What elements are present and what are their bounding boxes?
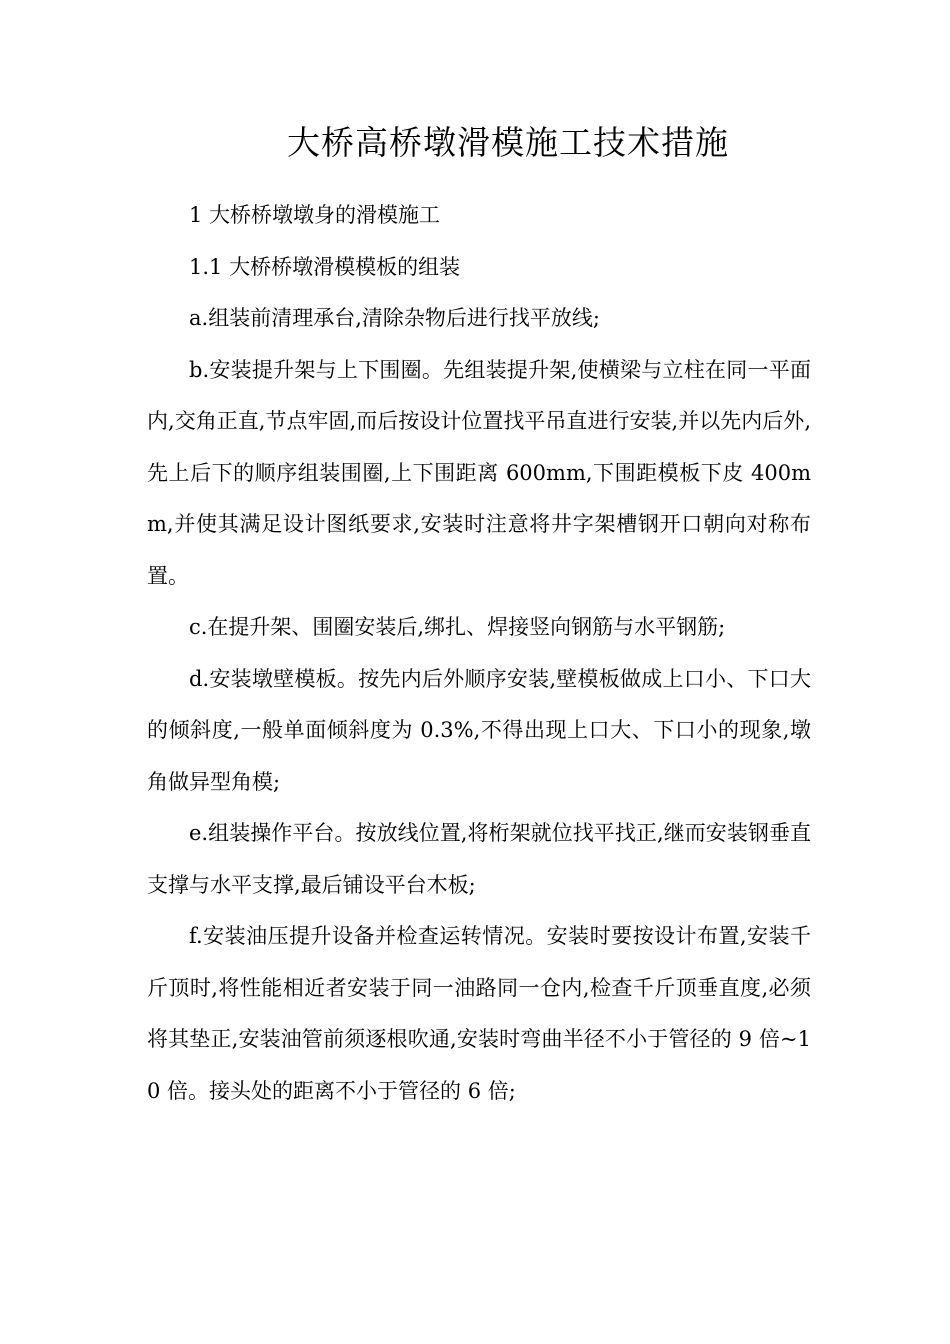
paragraph-b: b.安装提升架与上下围圈。先组装提升架,使横梁与立柱在同一平面内,交角正直,节点牢固,而后按设计位置找平吊直进行安装,并以先内后外,先上后下的顺序组装围圈,上下围距离 600mm,下围距模板下皮 400mm,并使其满足设计图纸要求,安装时注意将井字架槽钢开口朝向对称布置。 (147, 357, 811, 588)
paragraph-c: c.在提升架、围圈安装后,绑扎、焊接竖向钢筋与水平钢筋; (189, 615, 726, 639)
paragraph-d: d.安装墩壁模板。按先内后外顺序安装,壁模板做成上口小、下口大的倾斜度,一般单面倾斜度为 0.3%,不得出现上口大、下口小的现象,墩角做异型角模; (147, 666, 811, 794)
document-body (147, 190, 811, 1117)
document-title: 大桥高桥墩滑模施工技术措施 (287, 123, 729, 162)
subsection-heading: 1.1 大桥桥墩滑模模板的组装 (189, 254, 461, 279)
section-heading: 1 大桥桥墩墩身的滑模施工 (189, 203, 441, 227)
paragraph-e: e.组装操作平台。按放线位置,将桁架就位找平找正,继而安装钢垂直支撑与水平支撑,最后铺设平台木板; (147, 821, 811, 897)
paragraph-a: a.组装前清理承台,清除杂物后进行找平放线; (189, 306, 600, 330)
paragraph-f: f.安装油压提升设备并检查运转情况。安装时要按设计布置,安装千斤顶时,将性能相近者安装于同一油路同一仓内,检查千斤顶垂直度,必须将其垫正,安装油管前须逐根吹通,安装时弯曲半径不小于管径的 9 倍~10 倍。接头处的距离不小于管径的 6 倍; (147, 924, 811, 1103)
